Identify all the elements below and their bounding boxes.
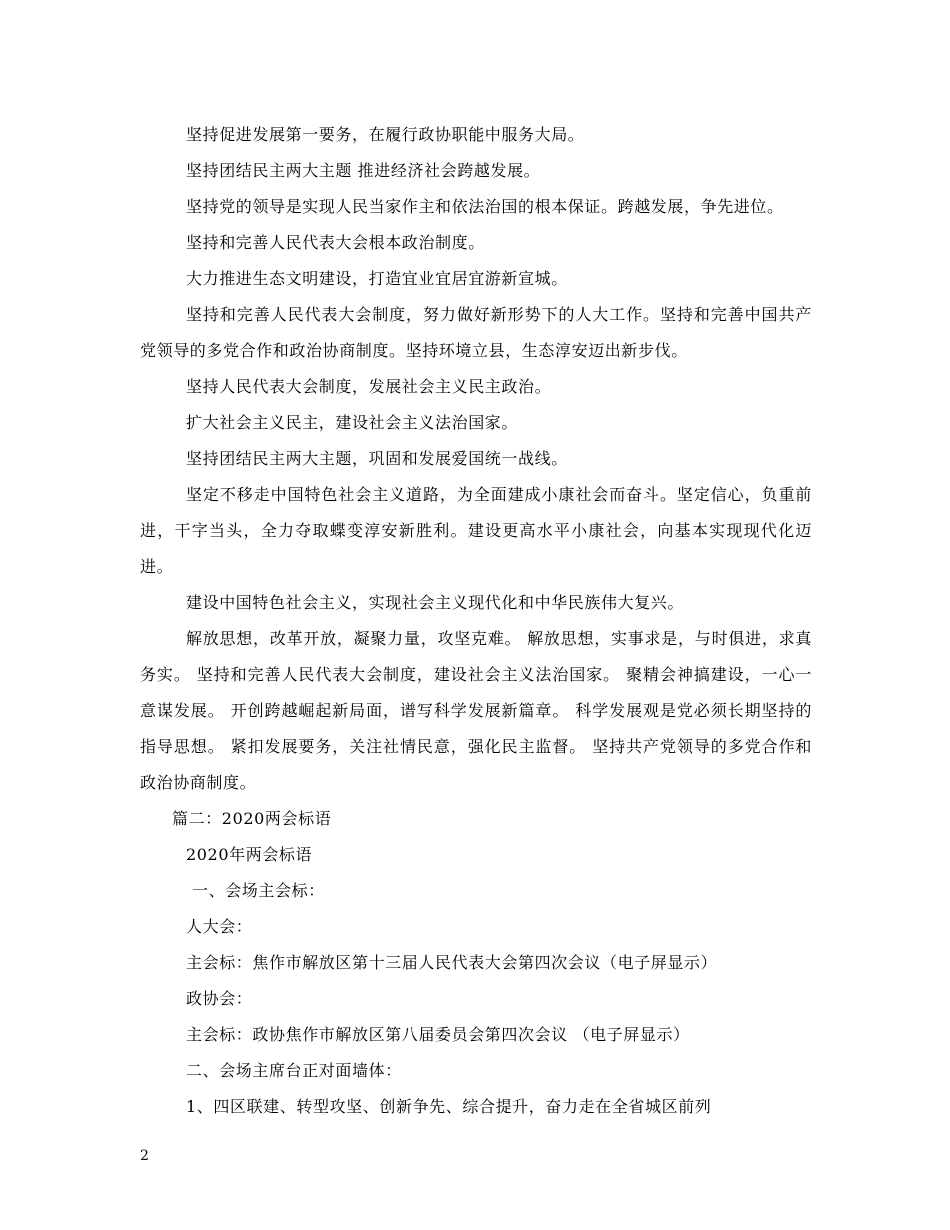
subheading: 一、会场主会标： <box>192 881 325 900</box>
paragraph: 坚持促进发展第一要务，在履行政协职能中服务大局。 <box>186 125 585 144</box>
paragraph: 扩大社会主义民主，建设社会主义法治国家。 <box>186 413 519 432</box>
section-heading: 篇二：2020两会标语 <box>172 809 332 828</box>
paragraph: 解放思想，改革开放，凝聚力量，攻坚克难。 解放思想，实事求是，与时俱进，求真务实。 坚持和完善人民代表大会制度，建设社会主义法治国家。 聚精会神搞建设，一心一意谋发展。 开创跨越崛起新局面，谱写科学发展新篇章。 科学发展观是党必须长期坚持的指导思想。 紧扣发展要务，关注社情民意，强化民主监督。 坚持共产党领导的多党合作和政治协商制度。 <box>140 629 812 792</box>
paragraph: 坚持党的领导是实现人民当家作主和依法治国的根本保证。跨越发展，争先进位。 <box>186 197 784 216</box>
paragraph: 坚持人民代表大会制度，发展社会主义民主政治。 <box>186 377 552 396</box>
paragraph: 1、四区联建、转型攻坚、创新争先、综合提升，奋力走在全省城区前列 <box>186 1097 712 1116</box>
paragraph: 坚持和完善人民代表大会根本政治制度。 <box>186 233 485 252</box>
paragraph: 坚持和完善人民代表大会制度，努力做好新形势下的人大工作。坚持和完善中国共产党领导的多党合作和政治协商制度。坚持环境立县，生态淳安迈出新步伐。 <box>140 305 812 360</box>
paragraph: 大力推进生态文明建设，打造宜业宜居宜游新宣城。 <box>186 269 568 288</box>
paragraph: 主会标：焦作市解放区第十三届人民代表大会第四次会议（电子屏显示） <box>186 953 718 972</box>
paragraph: 政协会： <box>186 989 253 1008</box>
subheading: 二、会场主席台正对面墙体： <box>186 1061 402 1080</box>
page-number: 2 <box>140 1148 149 1164</box>
paragraph: 坚持团结民主两大主题 推进经济社会跨越发展。 <box>186 161 541 180</box>
paragraph: 坚定不移走中国特色社会主义道路，为全面建成小康社会而奋斗。坚定信心，负重前进，干字当头，全力夺取蝶变淳安新胜利。建设更高水平小康社会，向基本实现现代化迈进。 <box>140 485 812 576</box>
paragraph: 坚持团结民主两大主题，巩固和发展爱国统一战线。 <box>186 449 568 468</box>
section-title: 2020年两会标语 <box>186 845 313 864</box>
paragraph: 人大会： <box>186 917 253 936</box>
paragraph: 主会标：政协焦作市解放区第八届委员会第四次会议 （电子屏显示） <box>186 1025 690 1044</box>
document-body <box>140 117 812 1125</box>
paragraph: 建设中国特色社会主义，实现社会主义现代化和中华民族伟大复兴。 <box>186 593 685 612</box>
